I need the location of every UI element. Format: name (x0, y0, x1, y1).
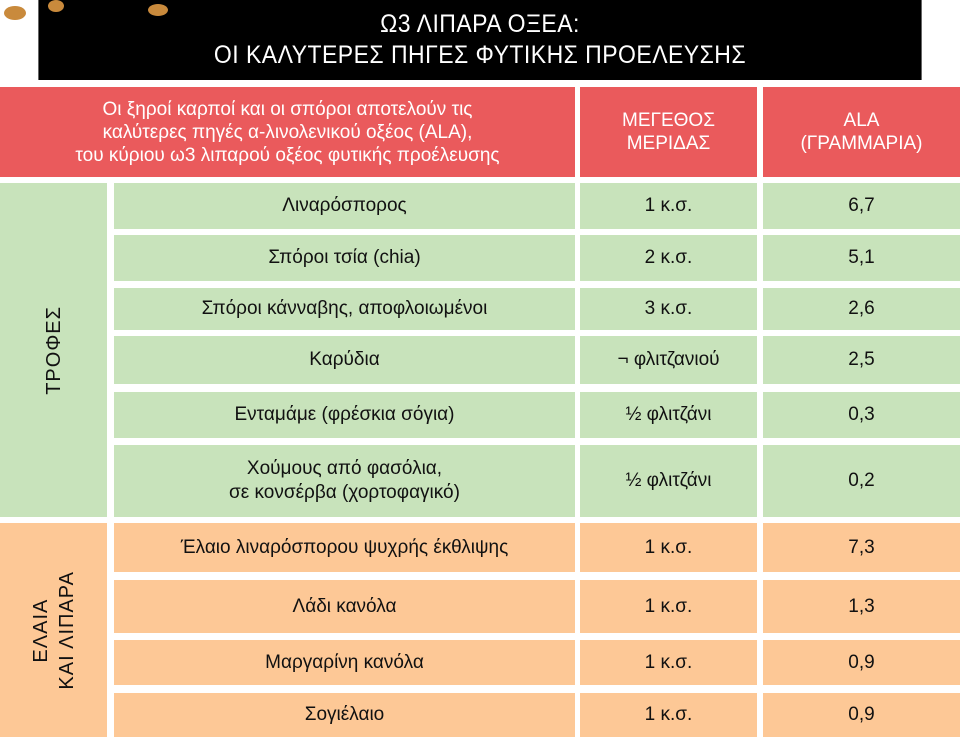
ala-cell (763, 445, 960, 517)
serving-size: 1 κ.σ. (644, 651, 693, 673)
serving-size-cell (580, 693, 757, 737)
food-cell (114, 336, 575, 384)
serving-size: ¬ φλιτζανιού (617, 349, 720, 370)
ala-cell (763, 640, 960, 685)
serving-size: ½ φλιτζάνι (625, 470, 712, 491)
serving-size-cell (580, 392, 757, 438)
nut-decoration (148, 4, 168, 16)
food-cell (114, 183, 575, 229)
serving-size-cell (580, 336, 757, 384)
food-cell (114, 523, 575, 572)
title-line: ΟΙ ΚΑΛΥΤΕΡΕΣ ΠΗΓΕΣ ΦΥΤΙΚΗΣ ΠΡΟΕΛΕΥΣΗΣ (213, 41, 747, 69)
ala-value: 5,1 (848, 247, 875, 268)
category-label: ΤΡΟΦΕΣ (42, 305, 65, 395)
serving-size: 2 κ.σ. (644, 247, 693, 268)
intro-text: του κύριου ω3 λιπαρού οξέος φυτικής προέλευσης (75, 144, 500, 166)
food-name: Σπόροι τσία (chia) (268, 247, 421, 268)
serving-size-cell (580, 640, 757, 685)
serving-size: ½ φλιτζάνι (625, 404, 712, 425)
food-cell (114, 392, 575, 438)
ala-value: 6,7 (848, 195, 875, 216)
serving-size-cell (580, 288, 757, 330)
food-name: Χούμους από φασόλια, (246, 458, 443, 479)
serving-size: 1 κ.σ. (644, 595, 693, 617)
food-name: σε κονσέρβα (χορτοφαγικό) (229, 482, 460, 503)
category-oils (0, 523, 107, 737)
food-name: Ενταμάμε (φρέσκια σόγια) (234, 404, 455, 425)
serving-size: 1 κ.σ. (644, 704, 693, 725)
ala-value: 2,5 (848, 349, 875, 370)
intro-header-cell (0, 87, 575, 177)
category-label-line: ΕΛΑΙΑ (29, 598, 52, 662)
food-name: Λιναρόσπορος (282, 195, 407, 216)
ala-value: 0,9 (848, 651, 875, 673)
nut-decoration (4, 6, 26, 20)
ala-value: 0,9 (848, 704, 875, 725)
header-text: ΜΕΡΙΔΑΣ (626, 133, 711, 154)
serving-size-cell (580, 523, 757, 572)
ala-header (763, 87, 960, 177)
header-text: (ΓΡΑΜΜΑΡΙΑ) (800, 133, 923, 154)
ala-value: 0,3 (848, 404, 875, 425)
food-name: Σογιέλαιο (304, 704, 385, 725)
serving-size: 3 κ.σ. (644, 298, 693, 319)
food-name: Σπόροι κάνναβης, αποφλοιωμένοι (201, 298, 488, 319)
ala-cell (763, 183, 960, 229)
serving-size-cell (580, 235, 757, 281)
food-cell (114, 640, 575, 685)
food-cell (114, 288, 575, 330)
serving-size-cell (580, 580, 757, 633)
serving-size: 1 κ.σ. (644, 536, 693, 558)
ala-value: 0,2 (848, 470, 875, 491)
serving-size-cell (580, 183, 757, 229)
ala-value: 1,3 (848, 595, 875, 617)
header-text: ALA (843, 110, 880, 131)
table-title (38, 0, 921, 80)
ala-cell (763, 235, 960, 281)
intro-text: Οι ξηροί καρποί και οι σπόροι αποτελούν τις (102, 98, 473, 120)
title-line: Ω3 ΛΙΠΑΡΑ ΟΞΕΑ: (380, 10, 580, 38)
category-foods (0, 183, 107, 517)
ala-cell (763, 336, 960, 384)
food-name: Λάδι κανόλα (292, 595, 397, 617)
food-name: Έλαιο λιναρόσπορου ψυχρής έκθλιψης (180, 536, 509, 558)
category-label-line: ΚΑΙ ΛΙΠΑΡΑ (55, 570, 78, 690)
ala-cell (763, 392, 960, 438)
serving-size: 1 κ.σ. (644, 195, 693, 216)
serving-size-header (580, 87, 757, 177)
ala-cell (763, 523, 960, 572)
ala-cell (763, 693, 960, 737)
food-name: Καρύδια (309, 349, 380, 370)
ala-cell (763, 288, 960, 330)
food-cell (114, 235, 575, 281)
nut-decoration (48, 0, 64, 12)
food-cell (114, 445, 575, 517)
food-cell (114, 580, 575, 633)
ala-cell (763, 580, 960, 633)
ala-value: 2,6 (848, 298, 875, 319)
category-label (28, 571, 80, 690)
food-name: Μαργαρίνη κανόλα (265, 651, 424, 673)
header-text: ΜΕΓΕΘΟΣ (622, 110, 715, 131)
intro-text: καλύτερες πηγές α-λινολενικού οξέος (ALA), (102, 121, 473, 143)
ala-value: 7,3 (848, 536, 875, 558)
food-cell (114, 693, 575, 737)
serving-size-cell (580, 445, 757, 517)
